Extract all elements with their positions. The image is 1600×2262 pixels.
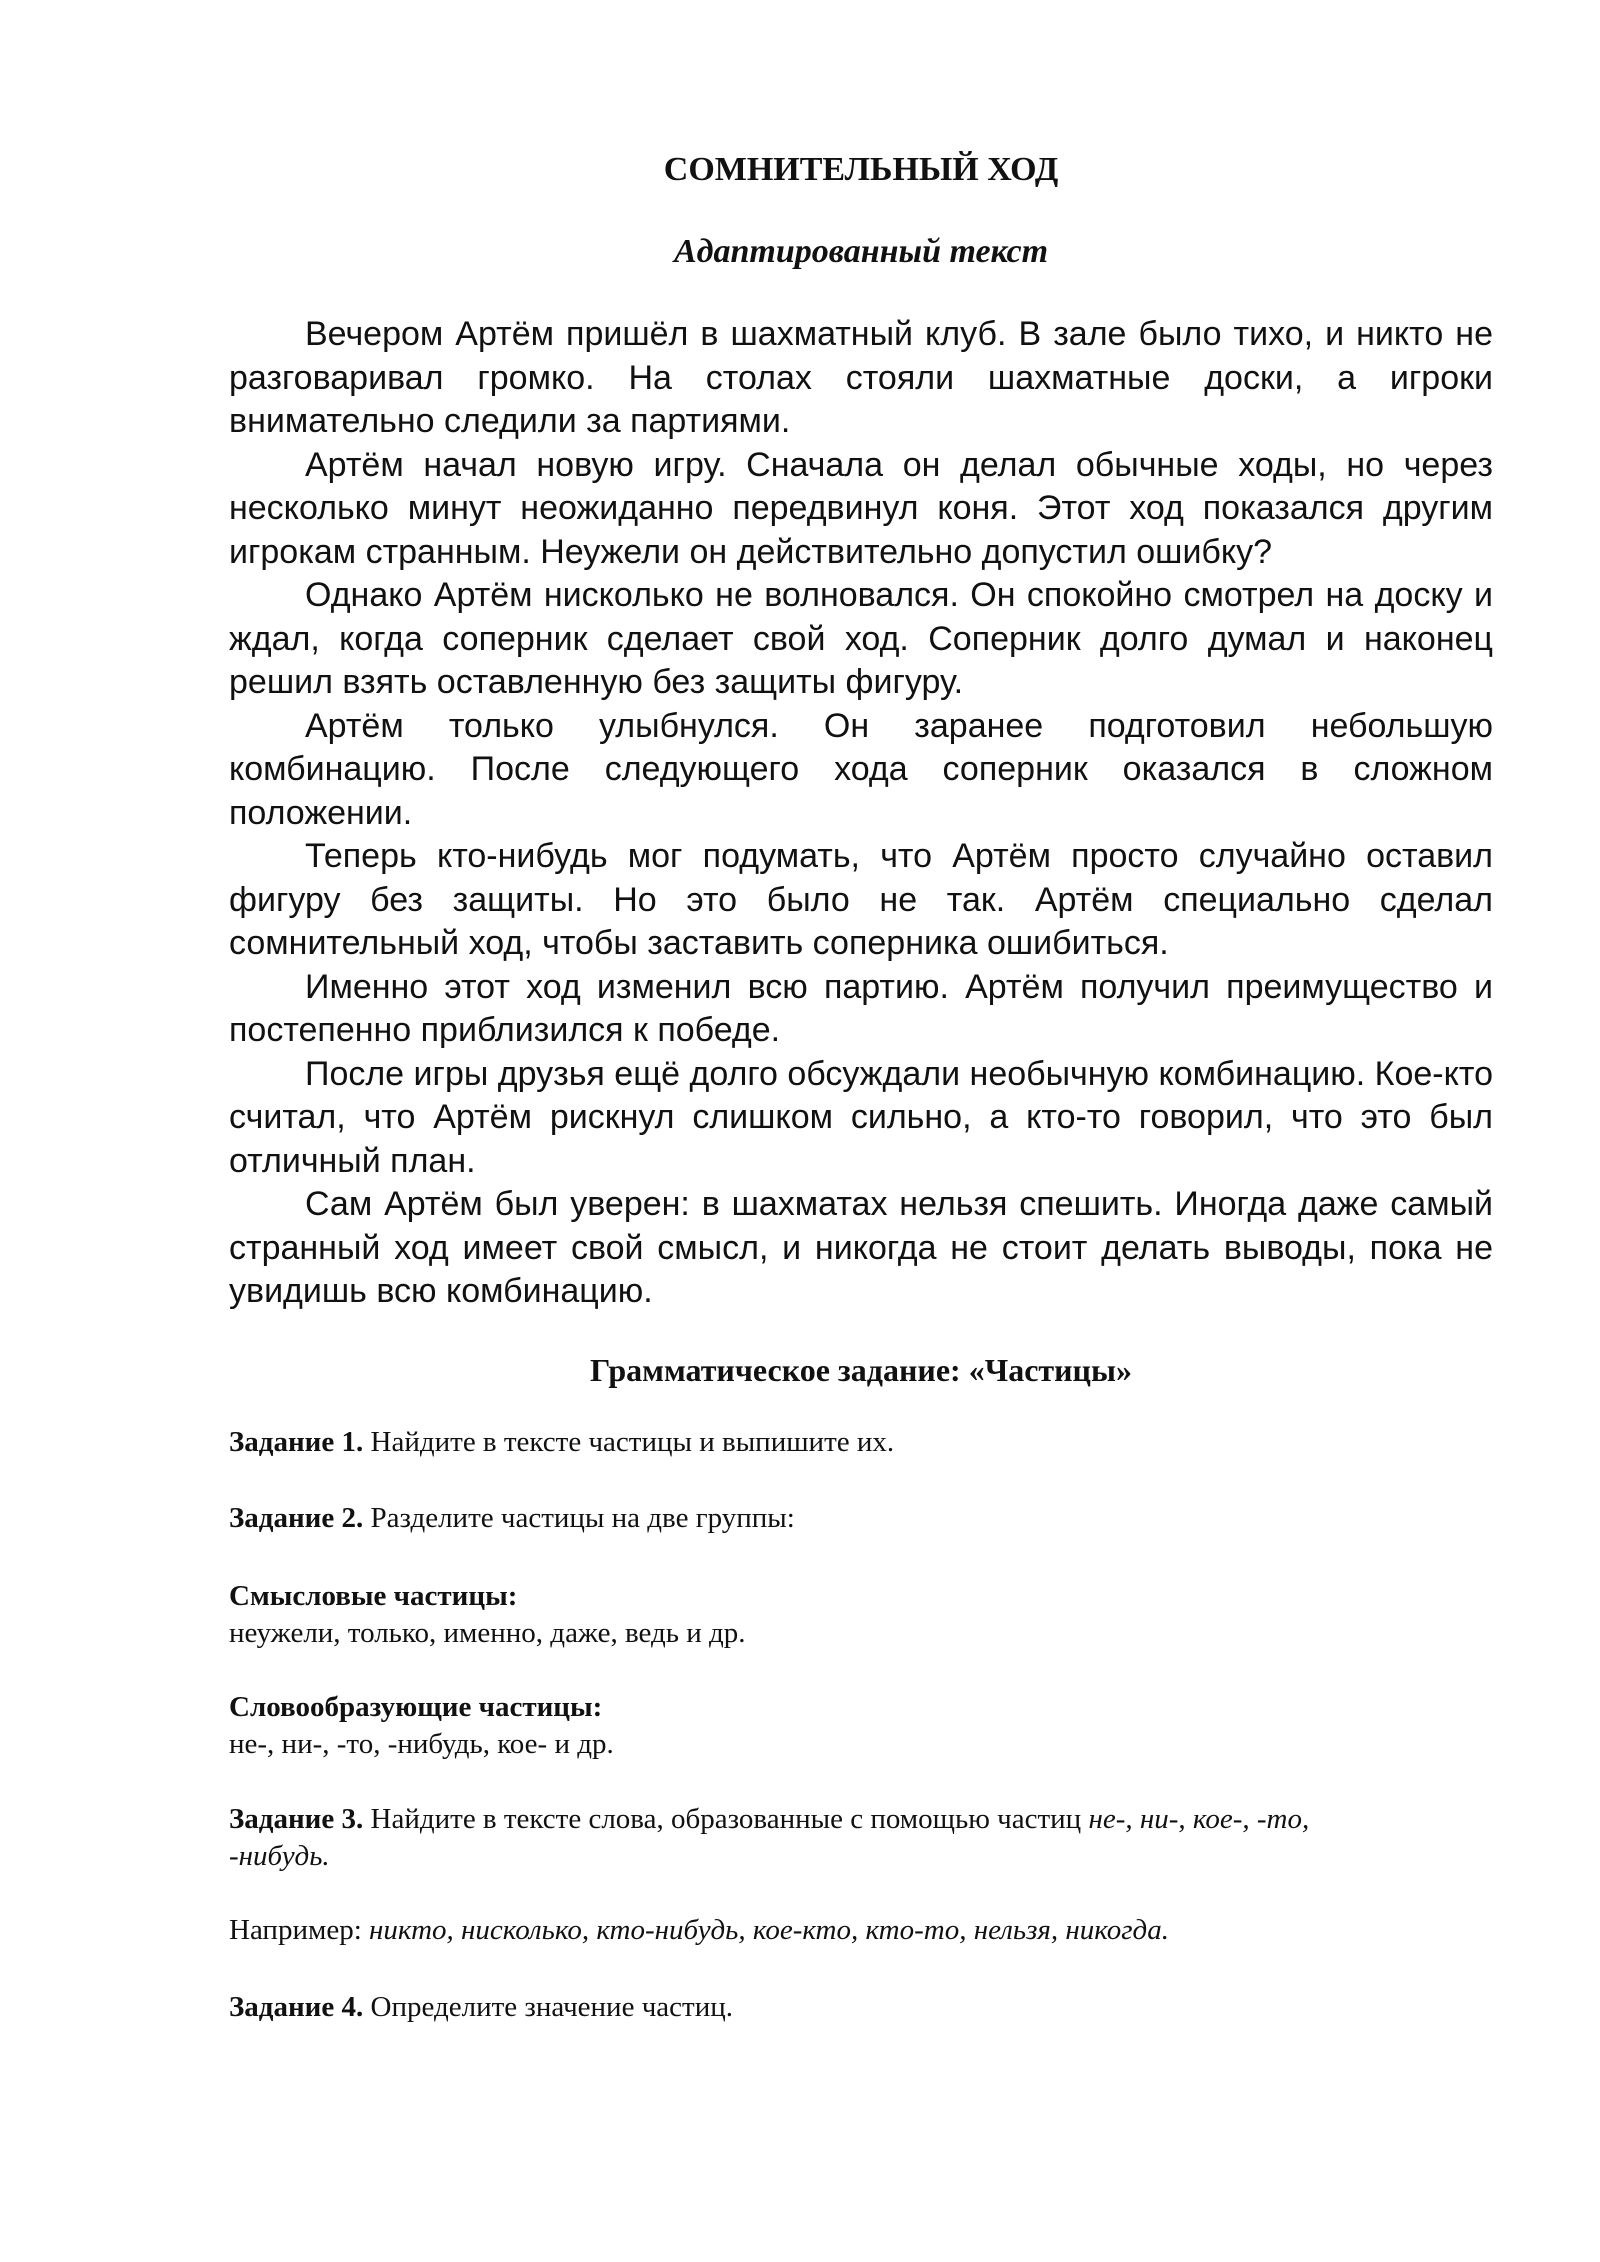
- task-3: [229, 1801, 1493, 1875]
- task-3-particles: не-, ни-, кое-, -то,: [1088, 1803, 1310, 1835]
- document-subtitle: Адаптированный текст: [673, 233, 1049, 270]
- task-1-label: Задание 1.: [229, 1426, 364, 1458]
- story-text: [229, 313, 1493, 1314]
- story-paragraph: Теперь кто-нибудь мог подумать, что Артём просто случайно оставил фигуру без защиты. Но это было не так. Артём специально сделал сомнительный ход, чтобы заставить соперника ошибиться.: [229, 837, 1493, 962]
- group-derivational-list: не-, ни-, -то, -нибудь, кое- и др.: [229, 1728, 614, 1760]
- task-4-label: Задание 4.: [229, 1991, 364, 2023]
- example-label: Например:: [229, 1914, 370, 1946]
- example-words: никто, нисколько, кто-нибудь, кое-кто, кто-то, нельзя, никогда.: [369, 1914, 1169, 1946]
- group-semantic-particles: [229, 1578, 1493, 1652]
- group-derivational-label: Словообразующие частицы:: [229, 1691, 603, 1723]
- group-semantic-label: Смысловые частицы:: [229, 1580, 518, 1612]
- story-paragraph: Вечером Артём пришёл в шахматный клуб. В зале было тихо, и никто не разговаривал громко. На столах стояли шахматные доски, а игроки внимательно следили за партиями.: [229, 315, 1493, 440]
- story-paragraph: Артём только улыбнулся. Он заранее подготовил небольшую комбинацию. После следующего хода соперник оказался в сложном положении.: [229, 706, 1493, 832]
- group-semantic-list: неужели, только, именно, даже, ведь и др.: [229, 1617, 746, 1649]
- story-paragraph: Сам Артём был уверен: в шахматах нельзя спешить. Иногда даже самый странный ход имеет свой смысл, и никогда не стоит делать выводы, пока не увидишь всю комбинацию.: [229, 1185, 1493, 1310]
- task-2-label: Задание 2.: [229, 1502, 364, 1534]
- story-paragraph: Артём начал новую игру. Сначала он делал обычные ходы, но через несколько минут неожиданно передвинул коня. Этот ход показался другим игрокам странным. Неужели он действительно допустил ошибку?: [229, 445, 1493, 571]
- task-3-label: Задание 3.: [229, 1803, 364, 1835]
- task-4: [229, 1989, 1493, 2026]
- task-2: [229, 1500, 1493, 1537]
- group-derivational-particles: [229, 1689, 1493, 1763]
- task-4-text: Определите значение частиц.: [363, 1991, 733, 2023]
- story-paragraph: После игры друзья ещё долго обсуждали необычную комбинацию. Кое-кто считал, что Артём рискнул слишком сильно, а кто-то говорил, что это был отличный план.: [229, 1054, 1493, 1180]
- story-paragraph: Именно этот ход изменил всю партию. Артём получил преимущество и постепенно приблизился к победе.: [229, 967, 1493, 1049]
- story-paragraph: Однако Артём нисколько не волновался. Он спокойно смотрел на доску и ждал, когда соперник сделает свой ход. Соперник долго думал и наконец решил взять оставленную без защиты фигуру.: [229, 576, 1493, 701]
- document-title: СОМНИТЕЛЬНЫЙ ХОД: [663, 151, 1059, 188]
- task-2-text: Разделите частицы на две группы:: [363, 1502, 795, 1534]
- task-3-text: Найдите в тексте слова, образованные с помощью частиц: [363, 1803, 1089, 1835]
- example-line: [229, 1912, 1493, 1949]
- task-1-text: Найдите в тексте частицы и выпишите их.: [363, 1426, 895, 1458]
- grammar-heading: Грамматическое задание: «Частицы»: [590, 1352, 1132, 1388]
- task-3-particles-cont: -нибудь.: [229, 1840, 330, 1872]
- task-1: [229, 1424, 1493, 1461]
